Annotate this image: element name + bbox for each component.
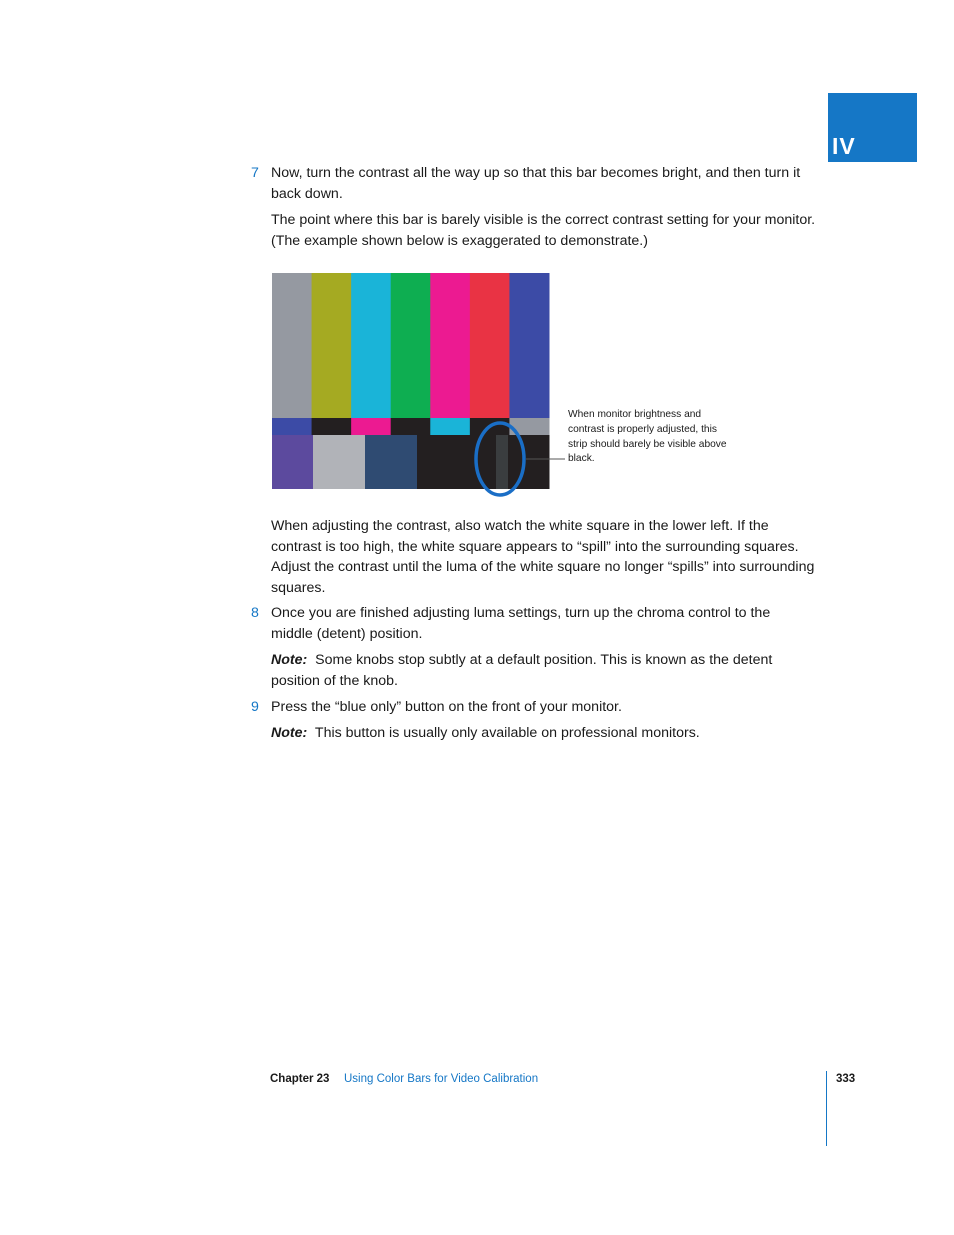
part-tab-label: IV: [832, 133, 856, 159]
white-square-paragraph: When adjusting the contrast, also watch the white square in the lower left. If the contrast is too high, the white square appears to “spill” into the surrounding squares. Adjust the contrast until the luma of the white square no longer “spills” into surrounding squares.: [271, 518, 815, 596]
footer-divider: [826, 1071, 827, 1146]
pluge-strip: [496, 435, 508, 489]
step-9-text: Press the “blue only” button on the front of your monitor.: [271, 699, 622, 715]
note-text: Some knobs stop subtly at a default position. This is known as the detent position of the knob.: [271, 652, 773, 689]
step-8-text: Once you are finished adjusting luma settings, turn up the chroma control to the middle (detent) position.: [271, 605, 771, 642]
note-label: Note:: [271, 725, 308, 741]
step-7-text: Now, turn the contrast all the way up so that this bar becomes bright, and then turn it back down.: [271, 165, 801, 202]
color-bar: [391, 273, 431, 418]
strip-segment: [272, 418, 312, 435]
step-number-8: 8: [251, 605, 259, 621]
page-number: 333: [836, 1073, 856, 1085]
color-bars-figure: [272, 273, 549, 489]
note-detent: [271, 650, 791, 691]
note-professional: [271, 723, 831, 744]
strip-segment: [391, 418, 431, 435]
bottom-block: [417, 435, 550, 489]
color-bar: [509, 273, 549, 418]
color-bar: [351, 273, 391, 418]
step-number-7: 7: [251, 165, 259, 181]
color-bar: [272, 273, 312, 418]
note-label: Note:: [271, 652, 308, 668]
strip-segment: [430, 418, 470, 435]
part-tab: [828, 93, 917, 162]
bottom-block: [313, 435, 366, 489]
color-bar: [470, 273, 510, 418]
color-bar: [312, 273, 352, 418]
footer-chapter-title: Using Color Bars for Video Calibration: [344, 1073, 539, 1085]
footer-chapter: Chapter 23: [270, 1073, 330, 1085]
step-number-9: 9: [251, 699, 259, 715]
contrast-point-paragraph: The point where this bar is barely visible is the correct contrast setting for your monitor. (The example shown below is exaggerated to demonstrate.): [271, 212, 816, 249]
strip-segment: [312, 418, 352, 435]
bottom-block: [272, 435, 314, 489]
strip-segment: [351, 418, 391, 435]
bottom-block: [365, 435, 418, 489]
note-text: This button is usually only available on professional monitors.: [314, 725, 700, 741]
figure-callout: When monitor brightness and contrast is properly adjusted, this strip should barely be visible above black.: [568, 409, 727, 465]
color-bar: [430, 273, 470, 418]
